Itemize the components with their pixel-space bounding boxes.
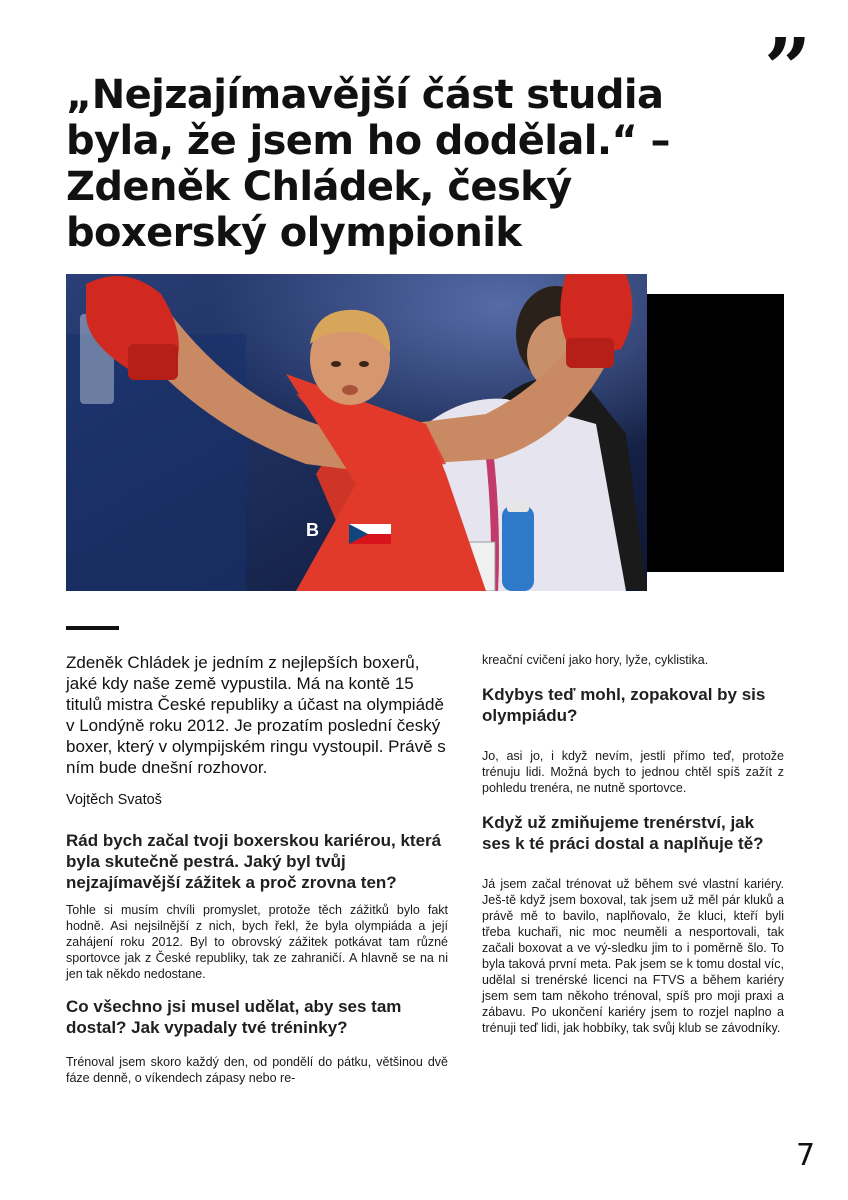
left-column <box>66 652 448 1100</box>
vest-number: B <box>306 520 319 540</box>
author-name: Vojtěch Svatoš <box>66 792 162 808</box>
question-3: Kdybys teď mohl, zopakoval by sis olympiádu? <box>482 685 766 725</box>
answer-3: Jo, asi jo, i když nevím, jestli přímo teď, protože trénuju lidi. Možná bych to jednou chtěl spíš zažít z pohledu trenéra, ne nutně sportovce. <box>482 749 784 795</box>
question-1: Rád bych začal tvoji boxerskou kariérou, která byla skutečně pestrá. Jaký byl tvůj nejzajímavější zážitek a proč zrovna ten? <box>66 831 442 892</box>
quote-mark-icon: ” <box>764 21 812 117</box>
question-2: Co všechno jsi musel udělat, aby ses tam dostal? Jak vypadaly tvé tréninky? <box>66 997 402 1037</box>
answer-2: Trénoval jsem skoro každý den, od pondělí do pátku, většinou dvě fáze denně, o víkendech zápasy nebo re- <box>66 1055 448 1085</box>
right-column <box>482 652 784 1052</box>
decorative-black-block <box>645 294 784 572</box>
article-intro: Zdeněk Chládek je jedním z nejlepších boxerů, jaké kdy naše země vypustila. Má na kontě 15 titulů mistra České republiky a účast na olympiádě v Londýně roku 2012. Je prozatím poslední český boxer, který v olympijském ringu vystoupil. Právě s ním bude dnešní rozhovor. <box>66 653 446 777</box>
answer-1: Tohle si musím chvíli promyslet, protože těch zážitků bylo fakt hodně. Asi nejsilnější z nich, bych řekl, že byla olympiáda a její zahájení roku 2012. Byl to obrovský zážitek potkávat tam různé sportovce jak z České republiky, tak ze zahraničí. A hlavně se na ni jen tak někdo nedostane. <box>66 903 448 981</box>
page-number: 7 <box>796 1138 816 1173</box>
page-title: „Nejzajímavější část studia byla, že jsem ho dodělal.“ – Zdeněk Chládek, český boxerský olympionik <box>66 72 670 256</box>
question-4: Když už zmiňujeme trenérství, jak ses k té práci dostal a naplňuje tě? <box>482 813 764 853</box>
boxer-photo <box>66 274 647 591</box>
answer-2-continued: kreační cvičení jako hory, lyže, cyklistika. <box>482 653 709 667</box>
answer-4: Já jsem začal trénovat už během své vlastní kariéry. Ješ-tě když jsem boxoval, tak jsem už měl pár kluků a právě mě to bavilo, naplňovalo, že kluci, kteří byli třeba kuchaři, nic moc neuměli a nesportovali, tak začali boxovat a ve vý-sledku jim to i poměrně šlo. To byla taková první meta. Pak jsem se k tomu dostal víc, udělal si trenérské licenci na FTVS a během kariéry jsem sem tam někoho trénoval, spíš pro moji praxi a zábavu. Po ukončení kariéry jsem to rozjel naplno a trénuji teď lidi, jak hobbíky, tak svůj klub se závodníky. <box>482 877 784 1035</box>
section-divider <box>66 626 119 630</box>
boxer-photo-illustration <box>66 274 647 591</box>
